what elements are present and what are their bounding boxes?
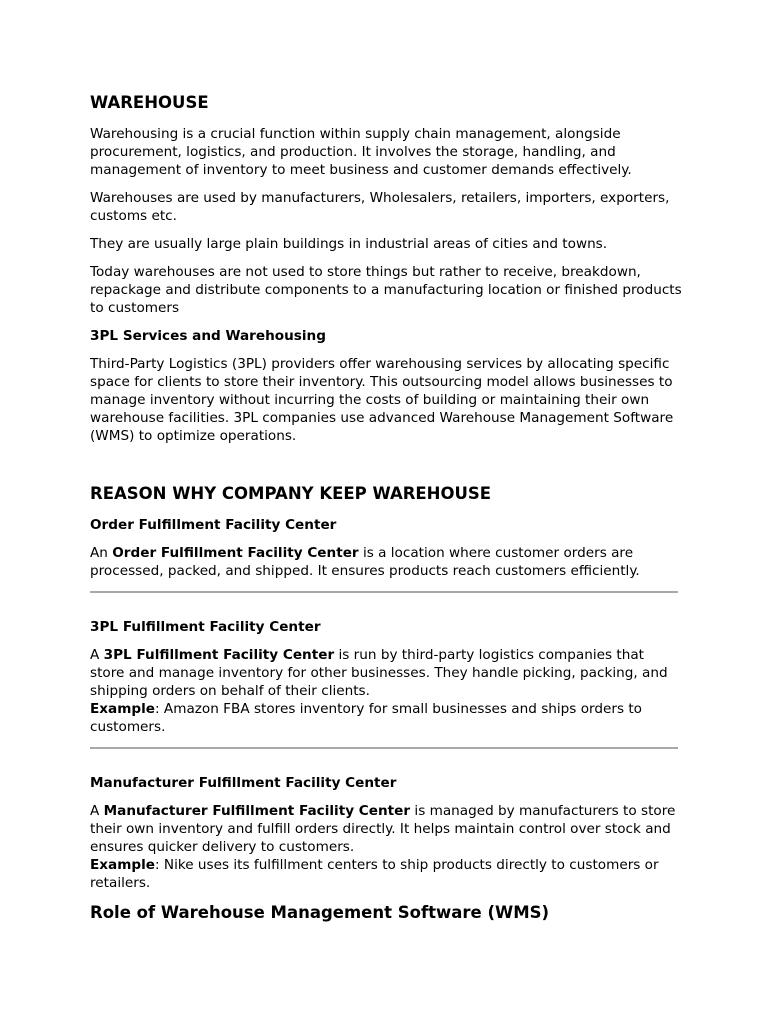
paragraph-warehouse-today: Today warehouses are not used to store things but rather to receive, breakdown, repackage and distribute components to a manufacturing location or finished products to customers — [90, 264, 682, 316]
bold-3pl-fulfillment: 3PL Fulfillment Facility Center — [103, 647, 335, 663]
divider — [90, 591, 678, 593]
paragraph-warehouse-buildings: They are usually large plain buildings in industrial areas of cities and towns. — [90, 236, 608, 252]
heading-reason-warehouse: REASON WHY COMPANY KEEP WAREHOUSE — [90, 484, 492, 503]
bold-manufacturer-fulfillment: Manufacturer Fulfillment Facility Center — [103, 803, 411, 819]
example-label: Example — [90, 857, 156, 873]
paragraph-3pl-fulfillment: A 3PL Fulfillment Facility Center is run by third-party logistics companies that store and manage inventory for other businesses. They handle picking, packing, and shipping orders on behalf of their clients. Example: Amazon FBA stores inventory for small businesses and ships orders to customers. — [90, 647, 668, 735]
heading-role-of-wms: Role of Warehouse Management Software (WMS) — [90, 903, 550, 922]
heading-warehouse: WAREHOUSE — [90, 93, 209, 112]
paragraph-warehouse-users: Warehouses are used by manufacturers, Wholesalers, retailers, importers, exporters, customs etc. — [90, 190, 670, 224]
bold-order-fulfillment: Order Fulfillment Facility Center — [112, 545, 359, 561]
heading-3pl-services: 3PL Services and Warehousing — [90, 328, 326, 344]
paragraph-3pl-services: Third-Party Logistics (3PL) providers offer warehousing services by allocating specific space for clients to store their inventory. This outsourcing model allows businesses to manage inventory without incurring the costs of building or maintaining their own warehouse facilities. 3PL companies use advanced Warehouse Management Software (WMS) to optimize operations. — [90, 356, 674, 444]
example-label: Example — [90, 701, 156, 717]
heading-manufacturer-fulfillment: Manufacturer Fulfillment Facility Center — [90, 775, 397, 791]
heading-order-fulfillment: Order Fulfillment Facility Center — [90, 517, 337, 533]
divider — [90, 747, 678, 749]
paragraph-manufacturer-fulfillment: A Manufacturer Fulfillment Facility Center is managed by manufacturers to store their own inventory and fulfill orders directly. It helps maintain control over stock and ensures quicker delivery to customers. Example: Nike uses its fulfillment centers to ship products directly to customers or retailers. — [90, 803, 676, 891]
paragraph-order-fulfillment: An Order Fulfillment Facility Center is a location where customer orders are processed, packed, and shipped. It ensures products reach customers efficiently. — [90, 545, 640, 579]
heading-3pl-fulfillment: 3PL Fulfillment Facility Center — [90, 619, 321, 635]
paragraph-warehousing-intro: Warehousing is a crucial function within supply chain management, alongside procurement, logistics, and production. It involves the storage, handling, and management of inventory to meet business and customer demands effectively. — [90, 126, 632, 178]
